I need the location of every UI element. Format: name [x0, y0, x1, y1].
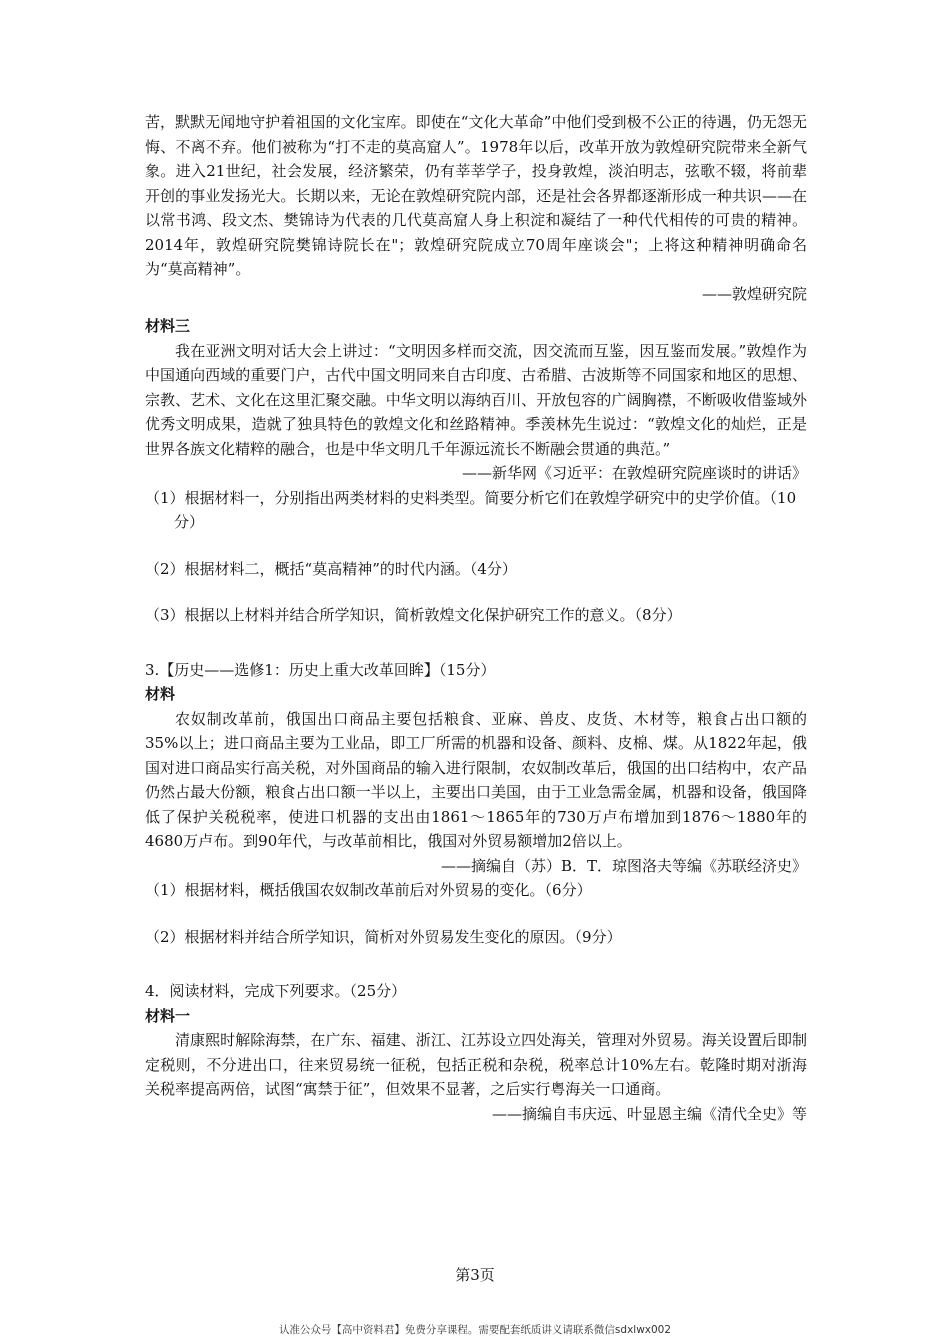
footer-note: 认准公众号【高中资料君】免费分享课程。需要配套纸质讲义请联系微信sdxlwx002 — [278, 1324, 672, 1336]
page-number: 第3页 — [455, 1266, 495, 1284]
question-4-material-1-text: 清康熙时解除海禁，在广东、福建、浙江、江苏设立四处海关，管理对外贸易。海关设置后即制定税则，不分进出口，往来贸易统一征税，包括正税和杂税，税率总计10%左右。乾隆时期对浙海关税率提高两倍，试图“寓禁于征”，但效果不显著，之后实行粤海关一口通商。 — [145, 1031, 807, 1098]
question-3-source: ——摘编自（苏）B．T．琼图洛夫等编《苏联经济史》 — [440, 856, 807, 875]
page-content — [145, 110, 807, 1126]
question-3-material-heading: 材料 — [145, 685, 176, 703]
question-4-material-1-heading: 材料一 — [145, 1006, 191, 1025]
question-3-material-text: 农奴制改革前，俄国出口商品主要包括粮食、亚麻、兽皮、皮货、木材等，粮食占出口额的35%以上；进口商品主要为工业品，即工厂所需的机器和设备、颜料、皮棉、煤。从1822年起，俄国对进口商品实行高关税，对外国商品的输入进行限制，农奴制改革后，俄国的出口结构中，农产品仍然占最大份额，粮食占出口额一半以上，主要出口美国，由于工业急需金属，机器和设备，俄国降低了保护关税税率，使进口机器的支出由1861～1865年的730万卢布增加到1876～1880年的4680万卢布。到90年代，与改革前相比，俄国对外贸易额增加2倍以上。 — [145, 709, 807, 850]
material-2-source: ——敦煌研究院 — [701, 284, 807, 303]
material-3-text: 我在亚洲文明对话大会上讲过：“文明因多样而交流，因交流而互鉴，因互鉴而发展。”敦煌作为中国通向西域的重要门户，古代中国文明同来自古印度、古希腊、古波斯等不同国家和地区的思想、宗教、艺术、文化在这里汇聚交融。中华文明以海纳百川、开放包容的广阔胸襟，不断吸收借鉴域外优秀文明成果，造就了独具特色的敦煌文化和丝路精神。季羡林先生说过：“敦煌文化的灿烂，正是世界各族文化精粹的融合，也是中华文明几千年源远流长不断融会贯通的典范。” — [145, 341, 807, 458]
question-2-1: （1）根据材料一，分别指出两类材料的史料类型。简要分析它们在敦煌学研究中的史学价值。（10分） — [145, 488, 797, 531]
question-3-title: 3.【历史——选修1：历史上重大改革回眸】（15分） — [145, 660, 496, 679]
question-3-2: （2）根据材料并结合所学知识，简析对外贸易发生变化的原因。（9分） — [145, 927, 622, 946]
question-4-title: 4．阅读材料，完成下列要求。（25分） — [145, 982, 407, 1000]
material-2-continued-text: 苦，默默无闻地守护着祖国的文化宝库。即使在“文化大革命”中他们受到极不公正的待遇，仍无怨无悔、不离不弃。他们被称为“打不走的莫高窟人”。1978年以后，改革开放为敦煌研究院带来全新气象。进入21世纪，社会发展，经济繁荣，仍有莘莘学子，投身敦煌，淡泊明志，弦歌不辍，将前辈开创的事业发扬光大。长期以来，无论在敦煌研究院内部，还是社会各界都逐渐形成一种共识——在以常书鸿、段文杰、樊锦诗为代表的几代莫高窟人身上积淀和凝结了一种代代相传的可贵的精神。2014年，敦煌研究院樊锦诗院长在"；敦煌研究院成立70周年座谈会"；上将这种精神明确命名为“莫高精神”。 — [145, 113, 807, 278]
material-3-heading: 材料三 — [145, 317, 191, 335]
question-2-2: （2）根据材料二，概括“莫高精神”的时代内涵。（4分） — [145, 559, 517, 578]
material-3-source: ——新华网《习近平：在敦煌研究院座谈时的讲话》 — [461, 464, 807, 482]
question-4-material-1-source: ——摘编自韦庆远、叶显恩主编《清代全史》等 — [491, 1104, 807, 1123]
question-2-3: （3）根据以上材料并结合所学知识，简析敦煌文化保护研究工作的意义。（8分） — [145, 606, 682, 624]
question-3-1: （1）根据材料，概括俄国农奴制改革前后对外贸易的变化。（6分） — [145, 881, 592, 899]
